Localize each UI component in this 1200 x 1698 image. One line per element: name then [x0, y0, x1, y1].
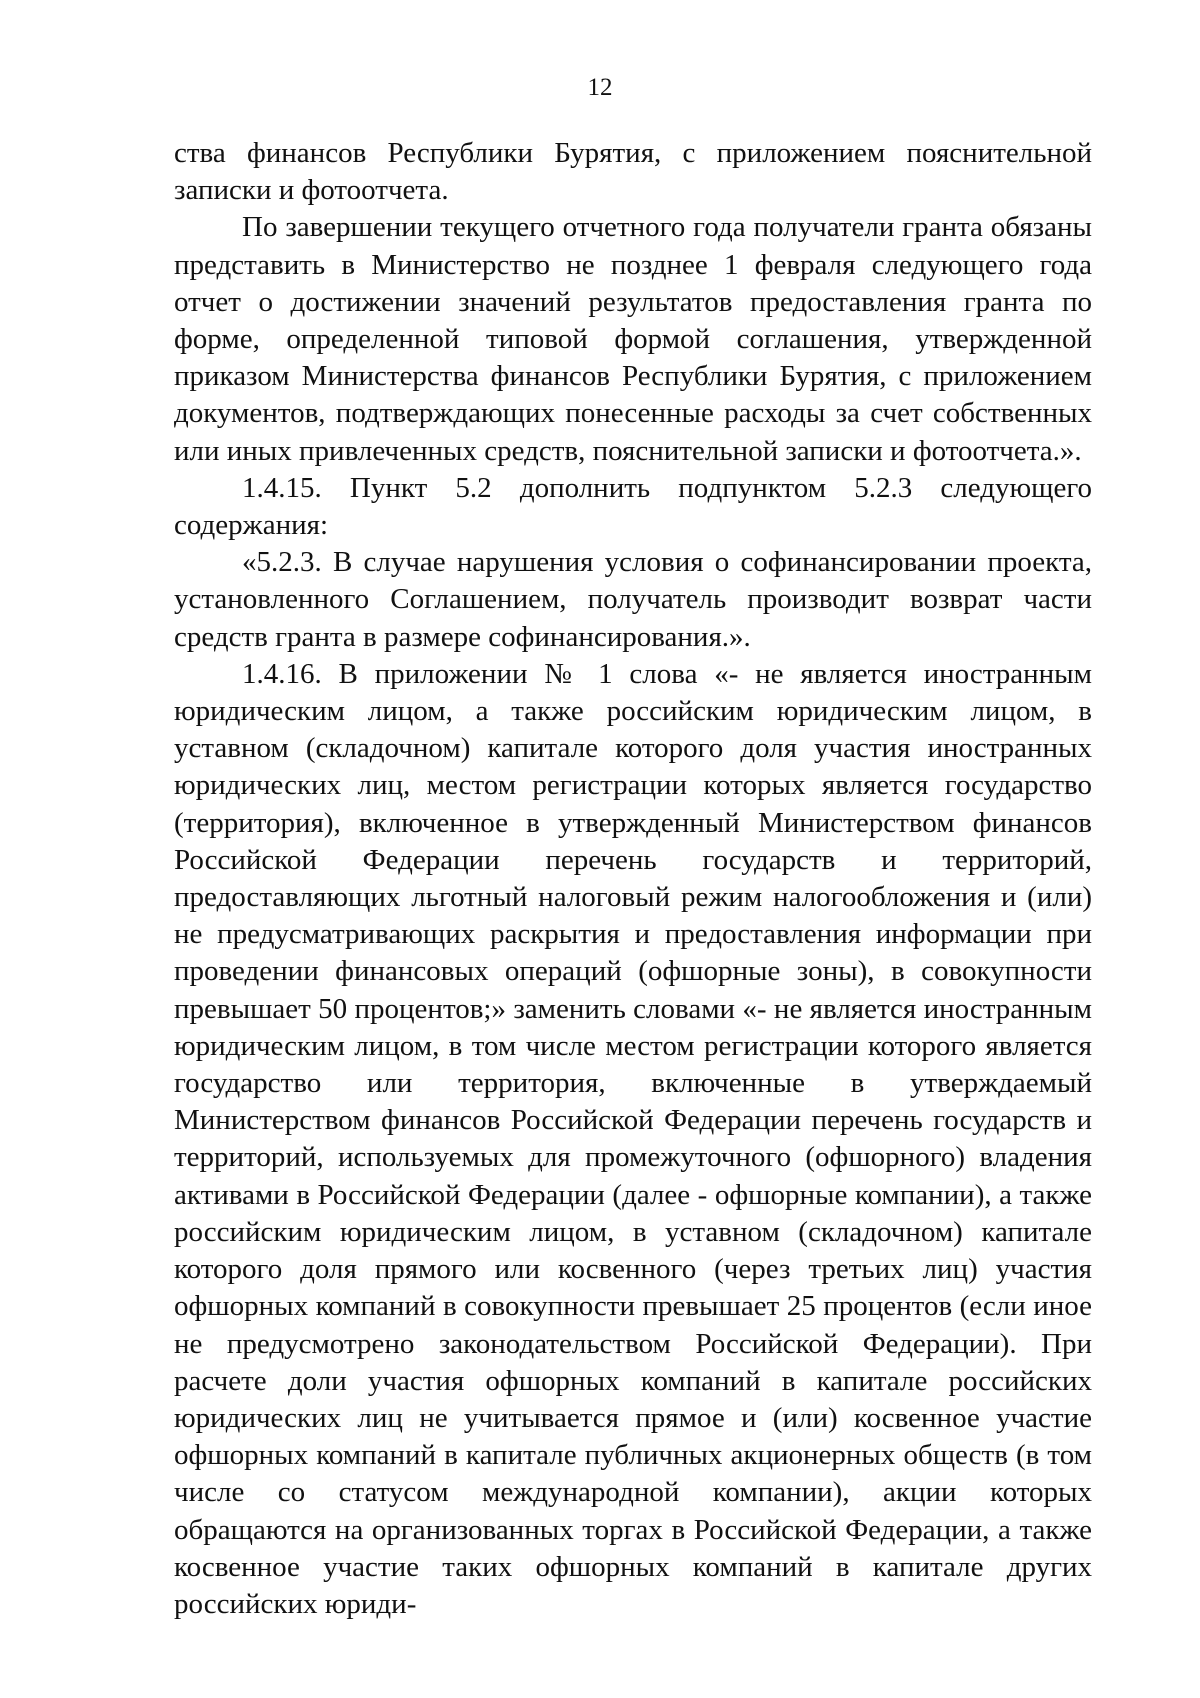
paragraph-item-1-4-16: 1.4.16. В приложении № 1 слова «- не является иностранным юридическим лицом, а также российским юридическим лицом, в уставном (складочном) капитале которого доля участия иностранных юридических лиц, местом регистрации которых является государство (территория), включенное в утвержденный Министерством финансов Российской Федерации перечень государств и территорий, предоставляющих льготный налоговый режим налогообложения и (или) не предусматривающих раскрытия и предоставления информации при проведении финансовых операций (офшорные зоны), в совокупности превышает 50 процентов;» заменить словами «- не является иностранным юридическим лицом, в том числе местом регистрации которого является государство или территория, включенные в утверждаемый Министерством финансов Российской Федерации перечень государств и территорий, используемых для промежуточного (офшорного) владения активами в Российской Федерации (далее - офшорные компании), а также российским юридическим лицом, в уставном (складочном) капитале которого доля прямого или косвенного (через третьих лиц) участия офшорных компаний в совокупности превышает 25 процентов (если иное не предусмотрено законодательством Российской Федерации). При расчете доли участия офшорных компаний в капитале российских юридических лиц не учитывается прямое и (или) косвенное участие офшорных компаний в капитале публичных акционерных обществ (в том числе со статусом международной компании), акции которых обращаются на организованных торгах в Российской Федерации, а также косвенное участие таких офшорных компаний в капитале других российских юриди-: [174, 657, 1092, 1620]
paragraph-item-1-4-15: 1.4.15. Пункт 5.2 дополнить подпунктом 5.2.3 следующего содержания:: [174, 471, 1092, 542]
paragraph-continuation: ства финансов Республики Бурятия, с приложением пояснительной записки и фотоотчета.: [174, 137, 1092, 207]
page-number: 12: [587, 74, 613, 101]
document-body: [174, 135, 1092, 1623]
paragraph-subitem-5-2-3: «5.2.3. В случае нарушения условия о софинансировании проекта, установленного Соглашением, получатель производит возврат части средств гранта в размере софинансирования.».: [174, 546, 1092, 653]
paragraph-report-deadline: По завершении текущего отчетного года получатели гранта обязаны представить в Министерство не позднее 1 февраля следующего года отчет о достижении значений результатов предоставления гранта по форме, определенной типовой формой соглашения, утвержденной приказом Министерства финансов Республики Бурятия, с приложением документов, подтверждающих понесенные расходы за счет собственных или иных привлеченных средств, пояснительной записки и фотоотчета.».: [174, 211, 1092, 467]
